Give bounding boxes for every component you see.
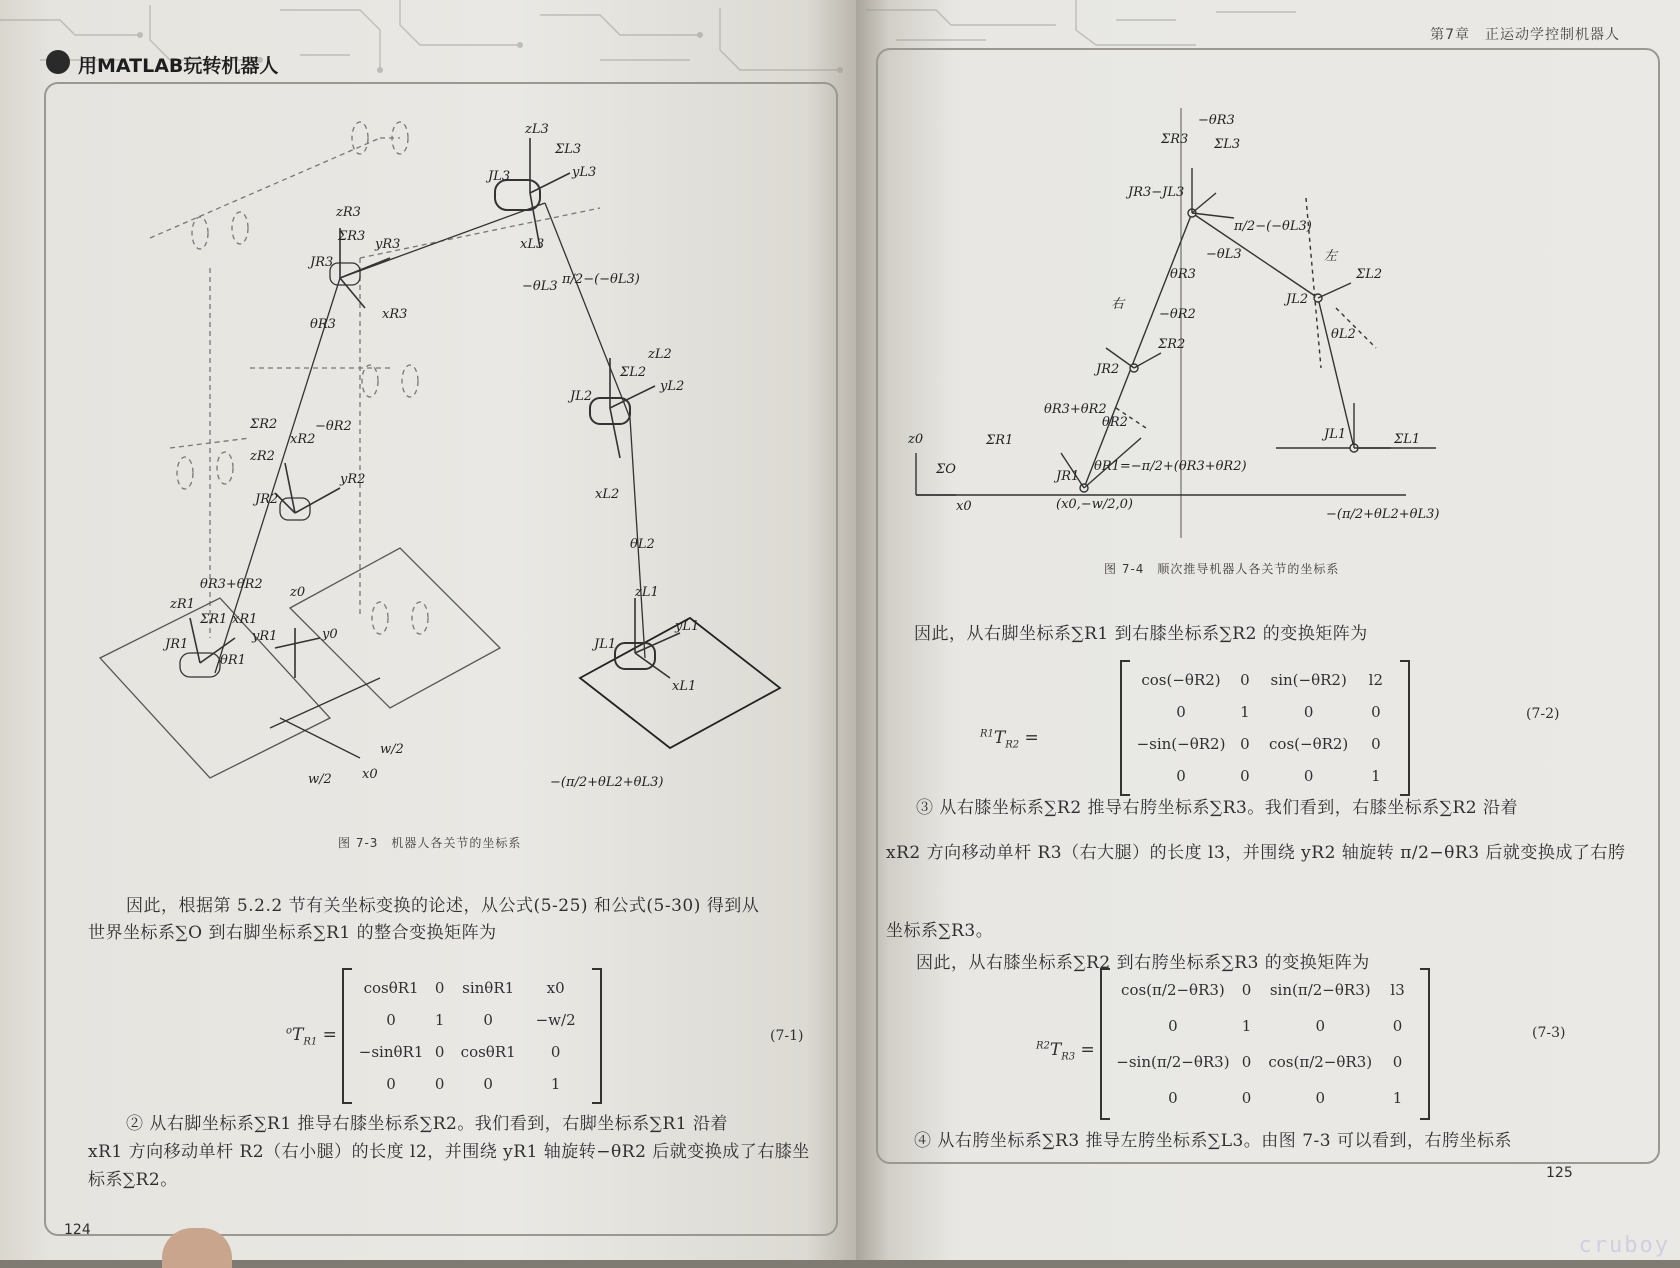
matrix-cell: 0 — [386, 1011, 396, 1029]
eq-7-2-number: (7-2) — [1526, 706, 1560, 722]
fig4-label: π/2−(−θL3) — [1234, 219, 1312, 234]
matrix-cell: 0 — [1240, 767, 1250, 785]
fig4-label: ΣL2 — [1356, 267, 1383, 282]
fig3-label: xR1 — [232, 612, 258, 627]
fig3-label: ΣR3 — [338, 229, 366, 244]
eq-7-2-matrix — [1120, 660, 1410, 796]
fig3-label: yL3 — [572, 165, 597, 180]
matrix-cell: 0 — [1240, 671, 1250, 689]
fig4-label: 左 — [1324, 249, 1338, 264]
matrix-cell: 0 — [1371, 703, 1381, 721]
fig3-label: −θL3 — [522, 279, 558, 294]
fig4-label: −(π/2+θL2+θL3) — [1326, 507, 1440, 522]
fig3-label: JL3 — [488, 169, 511, 184]
figure-7-4 — [908, 108, 1636, 558]
fig4-label: JR1 — [1056, 469, 1080, 484]
matrix-cell: x0 — [546, 979, 565, 997]
fig3-label: xR2 — [290, 432, 316, 447]
matrix-cell: 0 — [386, 1075, 396, 1093]
fig3-label: yL1 — [675, 619, 700, 634]
matrix-cell: 0 — [1241, 981, 1252, 999]
eq-7-1-label: $^oT_{R1}$ = — [286, 1025, 337, 1048]
matrix-cell: sinθR1 — [462, 979, 515, 997]
fig3-label: zL2 — [648, 347, 672, 362]
fig3-label: y0 — [322, 627, 338, 642]
fig4-label: z0 — [908, 432, 924, 447]
right-page — [856, 0, 1680, 1260]
matrix-cell: 0 — [483, 1075, 493, 1093]
matrix-cell: 0 — [1392, 1053, 1403, 1071]
matrix-cell: 0 — [1392, 1017, 1403, 1035]
right-paragraph-1: 因此，从右脚坐标系∑R1 到右膝坐标系∑R2 的变换矩阵为 — [914, 624, 1368, 644]
matrix-cell: 1 — [1392, 1089, 1403, 1107]
left-paragraph-2-line-3: 标系∑R2。 — [88, 1170, 178, 1190]
fig3-label: JR1 — [165, 637, 189, 652]
fig4-label: −θL3 — [1206, 247, 1242, 262]
fig3-label: yR1 — [252, 629, 278, 644]
fig4-label: θR1=−π/2+(θR3+θR2) — [1094, 459, 1247, 474]
fig3-label: xL2 — [595, 487, 620, 502]
fig3-label: −θR2 — [315, 419, 352, 434]
fig4-label: ΣR1 — [986, 433, 1014, 448]
fig3-label: zL3 — [525, 122, 549, 137]
book-logo-icon — [46, 50, 70, 74]
left-page-number: 124 — [64, 1222, 91, 1238]
right-paragraph-2-line-1: ③ 从右膝坐标系∑R2 推导右胯坐标系∑R3。我们看到，右膝坐标系∑R2 沿着 — [916, 798, 1518, 818]
matrix-cell: 0 — [434, 979, 445, 997]
fig3-label: JL1 — [594, 637, 617, 652]
matrix-cell: 0 — [434, 1075, 445, 1093]
matrix-cell: cos(−θR2) — [1269, 735, 1349, 753]
eq-7-3-matrix — [1100, 968, 1430, 1120]
left-paragraph-2-line-1: ② 从右脚坐标系∑R1 推导右膝坐标系∑R2。我们看到，右脚坐标系∑R1 沿着 — [126, 1114, 728, 1134]
chapter-title: 第7章 正运动学控制机器人 — [1430, 27, 1620, 43]
eq-7-1-symbol: T — [292, 1025, 304, 1045]
matrix-cell: 0 — [1168, 1017, 1178, 1035]
matrix-cell: 0 — [550, 1043, 561, 1061]
left-paragraph-1-line-1: 因此，根据第 5.2.2 节有关坐标变换的论述，从公式(5-25) 和公式(5-30) 得到从 — [126, 896, 760, 916]
fig3-label: JR2 — [255, 492, 279, 507]
matrix-cell: 0 — [1371, 735, 1381, 753]
eq-7-3-superscript: R2 — [1036, 1040, 1050, 1052]
matrix-cell: cos(−θR2) — [1141, 671, 1221, 689]
matrix-cell: cosθR1 — [460, 1043, 516, 1061]
fig3-label: zR1 — [170, 597, 195, 612]
fig3-label: xR3 — [382, 307, 408, 322]
matrix-cell: 0 — [1241, 1053, 1252, 1071]
matrix-cell: −sinθR1 — [358, 1043, 424, 1061]
fig4-label: −θR3 — [1198, 113, 1235, 128]
left-paragraph-1-line-2: 世界坐标系∑O 到右脚坐标系∑R1 的整合变换矩阵为 — [88, 923, 497, 943]
matrix-cell: 1 — [550, 1075, 561, 1093]
matrix-cell: −sin(π/2−θR3) — [1116, 1053, 1230, 1071]
fig3-label: ΣL3 — [555, 142, 582, 157]
book-title: 用MATLAB玩转机器人 — [78, 55, 279, 77]
fig3-label: xL3 — [520, 237, 545, 252]
right-paragraph-3: 因此，从右膝坐标系∑R2 到右胯坐标系∑R3 的变换矩阵为 — [916, 953, 1370, 973]
fig4-label: (x0,−w/2,0) — [1056, 497, 1133, 512]
matrix-cell: 0 — [1315, 1017, 1325, 1035]
matrix-cell: 0 — [1241, 1089, 1252, 1107]
fig3-label: yR3 — [375, 237, 401, 252]
right-page-number: 125 — [1546, 1165, 1573, 1181]
fig4-label: ΣL1 — [1394, 432, 1421, 447]
fig3-label: ΣR1 — [200, 612, 228, 627]
fig3-label: θR3+θR2 — [200, 577, 263, 592]
matrix-cell: sin(π/2−θR3) — [1269, 981, 1371, 999]
fig4-label: θR2 — [1102, 415, 1128, 430]
fig3-label: θL2 — [630, 537, 655, 552]
matrix-cell: cos(π/2−θR3) — [1121, 981, 1225, 999]
fig4-label: JR2 — [1096, 362, 1120, 377]
eq-7-2-subscript: R2 — [1005, 739, 1020, 751]
eq-7-3-label: $^{R2}T_{R3}$ = — [1036, 1040, 1095, 1063]
eq-7-3-subscript: R3 — [1061, 1051, 1076, 1063]
eq-7-2-superscript: R1 — [980, 728, 994, 740]
fig3-label: JL2 — [570, 389, 593, 404]
matrix-cell: 0 — [1303, 767, 1314, 785]
matrix-cell: 0 — [434, 1043, 445, 1061]
eq-7-3-symbol: T — [1049, 1040, 1062, 1060]
figure-7-3 — [100, 118, 800, 818]
eq-7-3-number: (7-3) — [1532, 1025, 1566, 1041]
matrix-cell: cosθR1 — [363, 979, 419, 997]
fig3-label: yR2 — [340, 472, 366, 487]
fig3-label: ΣL2 — [620, 365, 647, 380]
fig3-label: π/2−(−θL3) — [562, 272, 640, 287]
eq-7-1-subscript: R1 — [303, 1036, 318, 1048]
matrix-cell: sin(−θR2) — [1270, 671, 1347, 689]
fig4-label: JR3−JL3 — [1128, 185, 1185, 200]
fig4-label: ΣR3 — [1161, 132, 1189, 147]
matrix-cell: 1 — [1240, 703, 1250, 721]
fig3-label: ΣR2 — [250, 417, 278, 432]
matrix-cell: 0 — [1176, 767, 1186, 785]
eq-7-2-label: $^{R1}T_{R2}$ = — [980, 728, 1039, 751]
fig3-label: w/2 — [380, 742, 404, 757]
fig4-label: ΣO — [936, 462, 956, 477]
fig3-label: yL2 — [660, 379, 685, 394]
matrix-cell: 1 — [1241, 1017, 1252, 1035]
matrix-cell: 0 — [483, 1011, 493, 1029]
right-paragraph-4: ④ 从右胯坐标系∑R3 推导左胯坐标系∑L3。由图 7-3 可以看到，右胯坐标系 — [914, 1131, 1512, 1151]
eq-7-1-superscript: o — [286, 1025, 293, 1037]
fig4-label: ΣR2 — [1158, 337, 1186, 352]
fig3-label: x0 — [362, 767, 378, 782]
matrix-cell: −w/2 — [535, 1011, 576, 1029]
fig3-label: JR3 — [310, 255, 334, 270]
matrix-cell: cos(π/2−θR3) — [1268, 1053, 1373, 1071]
fig4-label: JL1 — [1324, 427, 1347, 442]
right-paragraph-2-line-3: 坐标系∑R3。 — [886, 921, 994, 941]
fig3-label: θR3 — [310, 317, 336, 332]
matrix-cell: 0 — [1303, 703, 1314, 721]
figure-7-4-caption: 图 7-4 顺次推导机器人各关节的坐标系 — [1104, 562, 1340, 576]
left-paragraph-2-line-2: xR1 方向移动单杆 R2（右小腿）的长度 l2，并围绕 yR1 轴旋转−θR2 后就变换成了右膝坐 — [88, 1142, 810, 1162]
figure-7-3-caption: 图 7-3 机器人各关节的坐标系 — [338, 836, 522, 850]
fig3-label: w/2 — [308, 772, 332, 787]
fig3-label: zR2 — [250, 449, 275, 464]
fig4-label: ΣL3 — [1214, 137, 1241, 152]
right-paragraph-2-line-2: xR2 方向移动单杆 R3（右大腿）的长度 l3，并围绕 yR2 轴旋转 π/2−θR3 后就变换成了右胯 — [886, 843, 1626, 863]
fig4-label: JL2 — [1286, 292, 1309, 307]
matrix-cell: 0 — [1315, 1089, 1325, 1107]
fig4-label: θL2 — [1331, 327, 1356, 342]
circuit-pattern-header — [0, 0, 858, 92]
fig4-label: −θR2 — [1159, 307, 1196, 322]
fig4-label: θR3+θR2 — [1044, 402, 1107, 417]
fig3-label: zL1 — [635, 585, 659, 600]
eq-7-1-matrix — [342, 968, 602, 1104]
fig3-label: −(π/2+θL2+θL3) — [550, 775, 664, 790]
fig3-label: xL1 — [672, 679, 697, 694]
matrix-cell: 1 — [434, 1011, 445, 1029]
matrix-cell: 0 — [1168, 1089, 1178, 1107]
matrix-cell: l2 — [1368, 671, 1384, 689]
fig3-label: z0 — [290, 585, 306, 600]
fig4-label: x0 — [956, 499, 972, 514]
watermark: cruboy — [1578, 1233, 1670, 1258]
eq-7-1-number: (7-1) — [770, 1028, 804, 1044]
matrix-cell: 1 — [1371, 767, 1381, 785]
eq-7-2-symbol: T — [993, 728, 1006, 748]
matrix-cell: l3 — [1390, 981, 1405, 999]
fig4-label: θR3 — [1170, 267, 1196, 282]
fig4-label: 右 — [1111, 297, 1125, 312]
matrix-cell: 0 — [1240, 735, 1250, 753]
fig3-label: θR1 — [220, 653, 246, 668]
matrix-cell: 0 — [1176, 703, 1186, 721]
fig3-label: zR3 — [336, 205, 361, 220]
matrix-cell: −sin(−θR2) — [1136, 735, 1226, 753]
